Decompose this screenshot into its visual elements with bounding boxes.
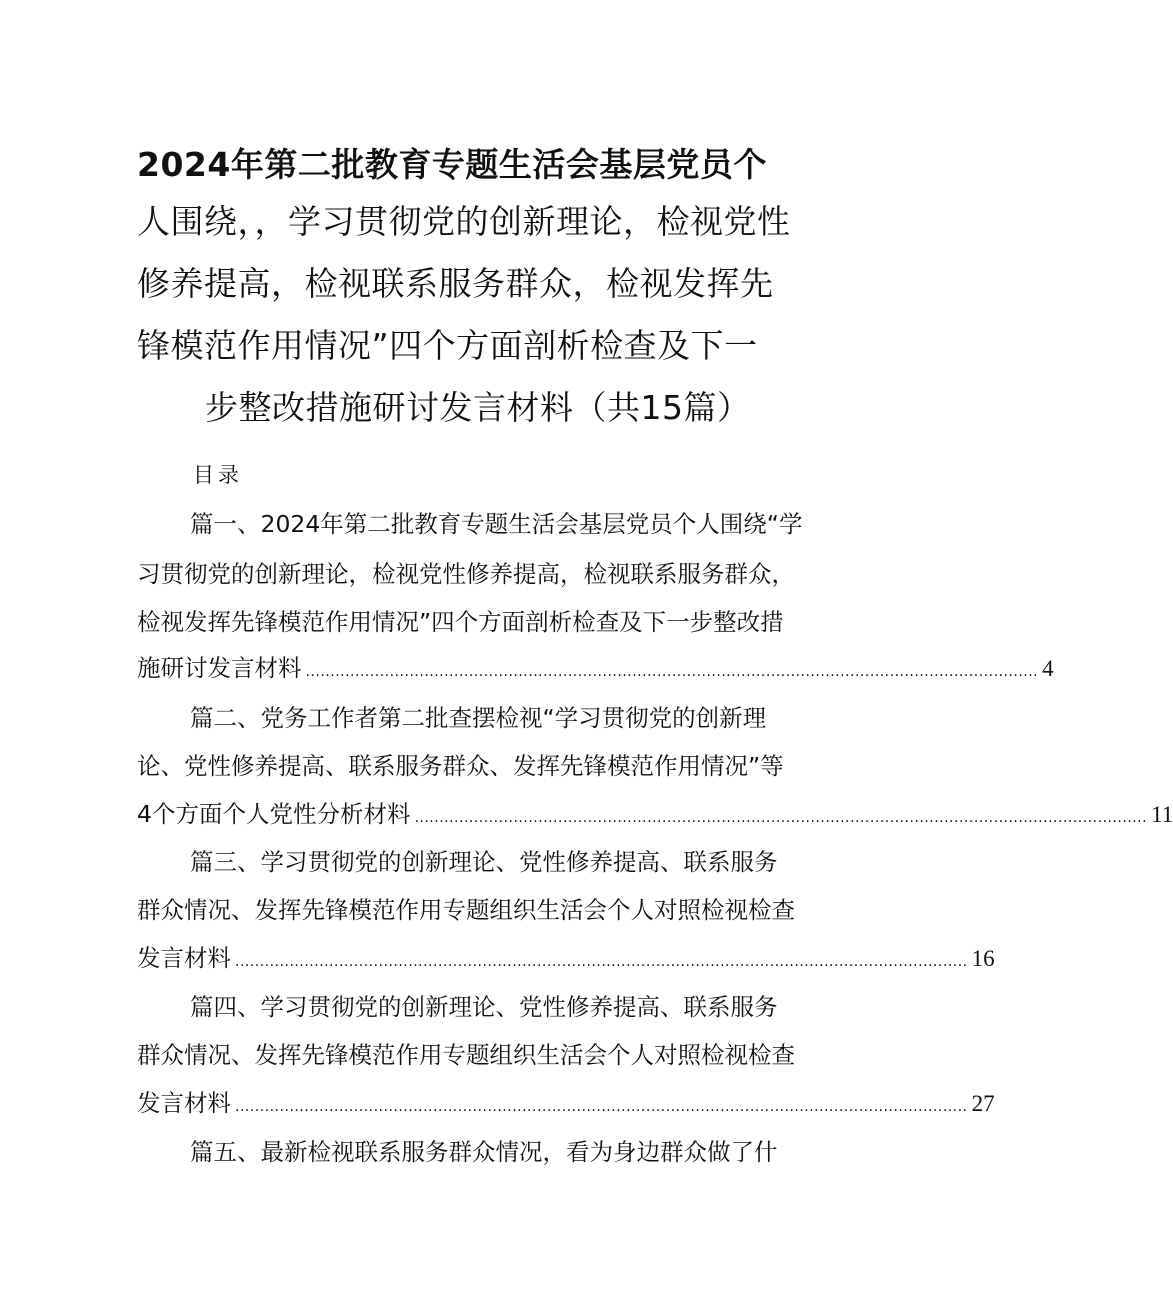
toc-entry-1-text-end: 施研讨发言材料 (137, 654, 302, 682)
toc-entry-4-last-line (137, 1087, 995, 1123)
toc-entry-1-line-2: 习贯彻党的创新理论，检视党性修养提高，检视联系服务群众， (137, 560, 795, 588)
document-title-line-5: 步整改措施研讨发言材料（共15篇） (205, 388, 751, 427)
toc-entry-4-text-end: 发言材料 (137, 1089, 231, 1117)
toc-entry-2-line-1: 篇二、党务工作者第二批查摆检视“学习贯彻党的创新理 (190, 704, 767, 732)
toc-entry-2-text-end: 4个方面个人党性分析材料 (137, 800, 411, 828)
toc-entry-2-line-2: 论、党性修养提高、联系服务群众、发挥先锋模范作用情况”等 (137, 752, 784, 780)
document-title-line-3: 修养提高，检视联系服务群众，检视发挥先 (137, 264, 774, 303)
dot-leader: .................................................................................................................................................... (235, 1099, 968, 1115)
toc-entry-3-line-2: 群众情况、发挥先锋模范作用专题组织生活会个人对照检视检查 (137, 896, 795, 924)
document-title-line-4: 锋模范作用情况”四个方面剖析检查及下一 (137, 326, 758, 365)
toc-entry-5-line-1: 篇五、最新检视联系服务群众情况，看为身边群众做了什 (190, 1138, 778, 1166)
toc-entry-3-line-1: 篇三、学习贯彻党的创新理论、党性修养提高、联系服务 (190, 848, 778, 876)
document-title-line-1: 2024年第二批教育专题生活会基层党员个 (137, 145, 767, 184)
toc-entry-1-line-1: 篇一、2024年第二批教育专题生活会基层党员个人围绕“学 (190, 510, 803, 538)
toc-entry-3-last-line (137, 942, 995, 978)
toc-entry-4-page-number: 27 (971, 1091, 995, 1116)
toc-entry-2-page-number: 11 (1151, 802, 1173, 827)
toc-entry-2-last-line (137, 798, 1173, 834)
dot-leader: .................................................................................................................................................... (305, 664, 1039, 680)
toc-entry-1-page-number: 4 (1042, 656, 1054, 681)
toc-entry-3-text-end: 发言材料 (137, 944, 231, 972)
document-title-line-2: 人围绕，，学习贯彻党的创新理论，检视党性 (137, 202, 791, 241)
toc-entry-1-last-line (137, 652, 1054, 688)
dot-leader: .................................................................................................................................................... (235, 954, 968, 970)
dot-leader: .................................................................................................................................................... (414, 810, 1148, 826)
toc-heading: 目录 (193, 463, 243, 487)
toc-entry-4-line-1: 篇四、学习贯彻党的创新理论、党性修养提高、联系服务 (190, 993, 778, 1021)
toc-entry-4-line-2: 群众情况、发挥先锋模范作用专题组织生活会个人对照检视检查 (137, 1041, 795, 1069)
toc-entry-1-line-3: 检视发挥先锋模范作用情况”四个方面剖析检查及下一步整改措 (137, 608, 784, 636)
toc-entry-3-page-number: 16 (971, 946, 995, 971)
